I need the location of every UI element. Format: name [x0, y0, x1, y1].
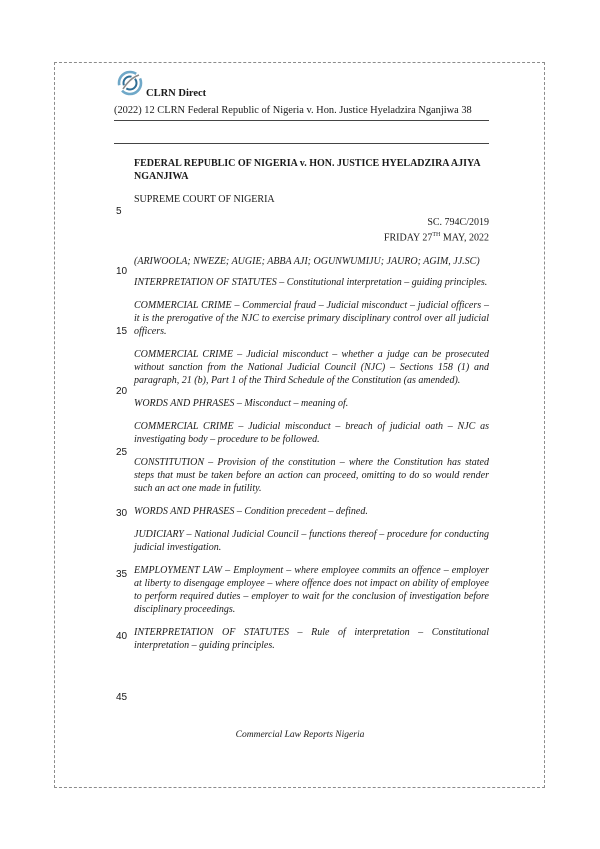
- line-number: 10: [116, 266, 128, 277]
- line-number: 25: [116, 447, 128, 458]
- catchword-paragraph: WORDS AND PHRASES – Condition precedent – defined.: [134, 506, 368, 517]
- catchword-paragraph: COMMERCIAL CRIME – Judicial misconduct – breach of judicial oath – NJC as investigating body – procedure to be followed.: [134, 421, 489, 445]
- case-title: FEDERAL REPUBLIC OF NIGERIA v. HON. JUSTICE HYELADZIRA AJIYA NGANJIWA: [134, 158, 481, 182]
- suit-number: SC. 794C/2019: [427, 217, 489, 228]
- title-divider: [114, 143, 489, 144]
- line-number: 40: [116, 631, 128, 642]
- line-number: 5: [116, 206, 122, 217]
- line-number: 15: [116, 326, 128, 337]
- catchword-paragraph: JUDICIARY – National Judicial Council – functions thereof – procedure for conducting judicial investigation.: [134, 529, 489, 553]
- catchword-paragraph: INTERPRETATION OF STATUTES – Constitutional interpretation – guiding principles.: [134, 277, 488, 288]
- catchword-paragraph: INTERPRETATION OF STATUTES – Rule of interpretation – Constitutional interpretation – guiding principles.: [134, 627, 489, 651]
- suit-details: [384, 216, 489, 244]
- catchword-paragraph: EMPLOYMENT LAW – Employment – where employee commits an offence – employer at liberty to disengage employee – where offence does not impact on ability of employee to perform required duties – employer to wait for the conclusion of investigation before disciplinary proceedings.: [134, 565, 489, 615]
- panel-of-justices: (ARIWOOLA; NWEZE; AUGIE; ABBA AJI; OGUNWUMIJU; JAURO; AGIM, JJ.SC): [134, 256, 480, 267]
- line-number: 30: [116, 508, 128, 519]
- catchwords-section: [134, 255, 489, 662]
- page-footer: Commercial Law Reports Nigeria: [235, 730, 365, 740]
- catchword-paragraph: WORDS AND PHRASES – Misconduct – meaning of.: [134, 398, 349, 409]
- judgment-date: FRIDAY 27TH MAY, 2022: [383, 232, 489, 244]
- catchword-paragraph: COMMERCIAL CRIME – Judicial misconduct – whether a judge can be prosecuted without sanction from the National Judicial Council (NJC) – Sections 158 (1) and paragraph, 21 (b), Part 1 of the Third Schedule of the Constitution (as amended).: [134, 349, 489, 386]
- catchword-paragraph: CONSTITUTION – Provision of the constitution – where the Constitution has stated steps that must be taken before an action can proceed, omitting to do so would render such an act one made in futility.: [134, 457, 489, 494]
- court-name: SUPREME COURT OF NIGERIA: [134, 194, 275, 205]
- catchword-paragraph: COMMERCIAL CRIME – Commercial fraud – Judicial misconduct – judicial officers – it is the prerogative of the NJC to exercise primary disciplinary control over all judicial officers.: [134, 300, 489, 337]
- running-citation: (2022) 12 CLRN Federal Republic of Nigeria v. Hon. Justice Hyeladzira Nganjiwa 38: [114, 105, 472, 116]
- line-number: 45: [116, 692, 128, 703]
- line-number: 35: [116, 569, 128, 580]
- brand-name: CLRN Direct: [146, 88, 207, 99]
- line-number: 20: [116, 386, 128, 397]
- header-divider: [114, 120, 489, 121]
- clrn-logo-icon: [116, 69, 144, 97]
